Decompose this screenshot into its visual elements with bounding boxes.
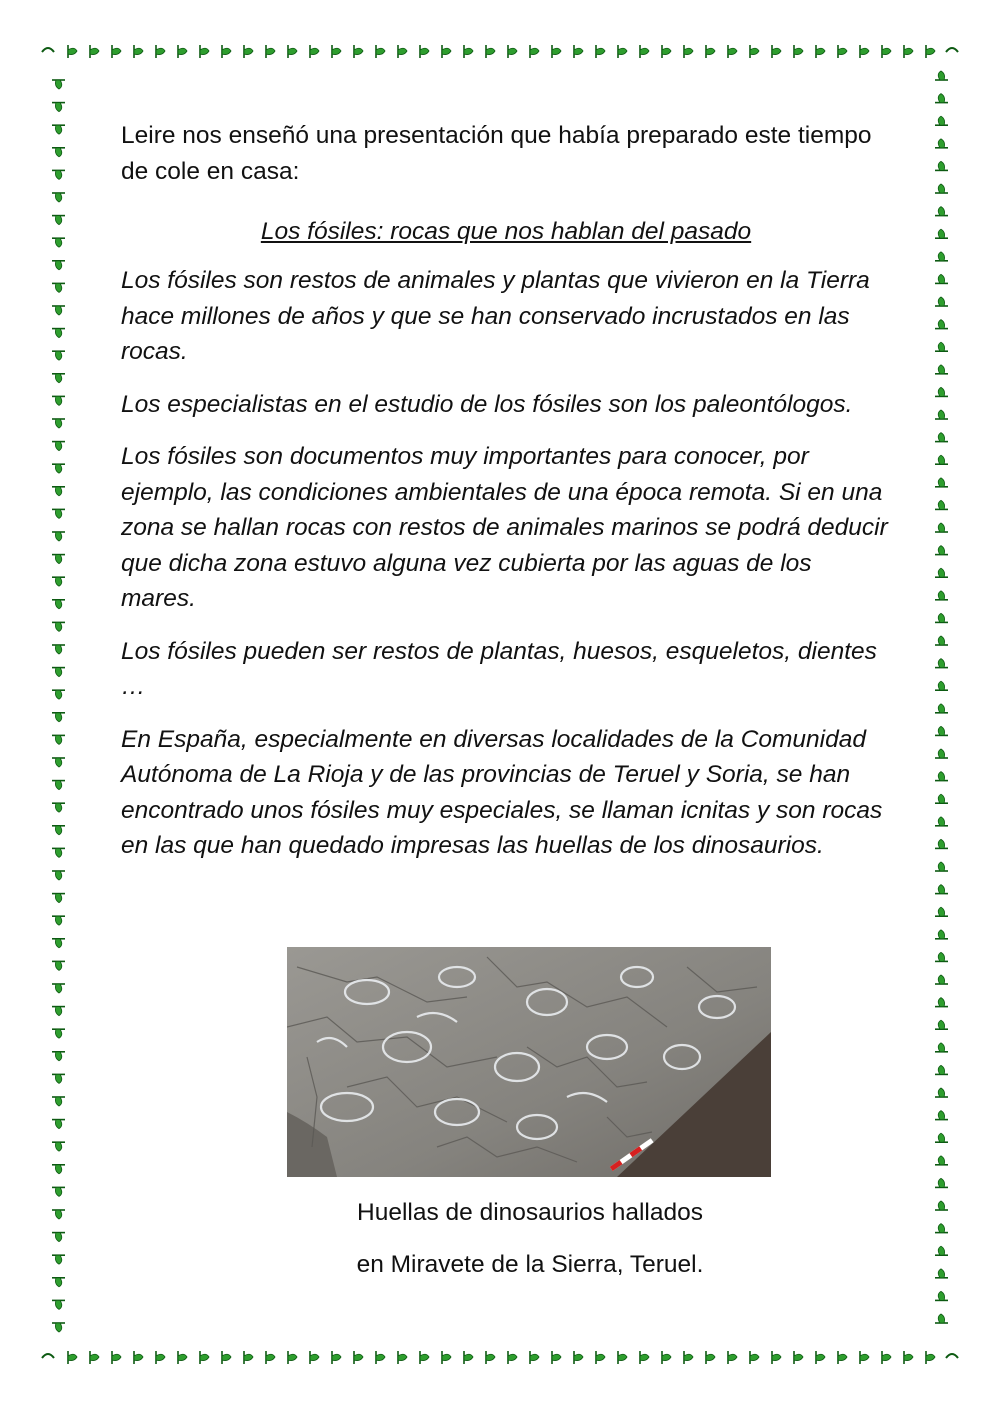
border-leaf-icon <box>684 1351 693 1364</box>
border-leaf-icon <box>52 871 65 880</box>
border-leaf-icon <box>935 1269 948 1278</box>
border-leaf-icon <box>90 1351 99 1364</box>
border-leaf-icon <box>52 961 65 970</box>
border-leaf-icon <box>52 1187 65 1196</box>
dinosaur-footprints-photo <box>287 947 771 1177</box>
border-leaf-icon <box>376 45 385 58</box>
border-leaf-icon <box>706 1351 715 1364</box>
border-leaf-icon <box>935 772 948 781</box>
border-leaf-icon <box>442 1351 451 1364</box>
border-leaf-icon <box>662 45 671 58</box>
border-leaf-icon <box>684 45 693 58</box>
border-leaf-icon <box>816 1351 825 1364</box>
border-leaf-icon <box>530 45 539 58</box>
border-leaf-icon <box>935 681 948 690</box>
border-leaf-icon <box>52 1323 65 1332</box>
border-leaf-icon <box>90 45 99 58</box>
border-leaf-icon <box>935 1314 948 1323</box>
border-leaf-icon <box>266 1351 275 1364</box>
border-leaf-icon <box>200 45 209 58</box>
border-leaf-icon <box>935 500 948 509</box>
border-leaf-icon <box>935 1088 948 1097</box>
border-leaf-icon <box>904 45 913 58</box>
border-leaf-icon <box>750 45 759 58</box>
border-leaf-icon <box>52 1052 65 1061</box>
border-leaf-icon <box>52 600 65 609</box>
border-leaf-icon <box>52 781 65 790</box>
border-leaf-icon <box>134 1351 143 1364</box>
border-leaf-icon <box>112 45 121 58</box>
border-leaf-icon <box>935 613 948 622</box>
figure-caption-line-1: Huellas de dinosaurios hallados <box>357 1199 703 1226</box>
border-leaf-icon <box>935 907 948 916</box>
border-leaf-icon <box>530 1351 539 1364</box>
border-leaf-icon <box>596 45 605 58</box>
border-leaf-icon <box>794 1351 803 1364</box>
border-leaf-icon <box>935 252 948 261</box>
border-leaf-icon <box>464 45 473 58</box>
border-leaf-icon <box>52 1255 65 1264</box>
border-leaf-icon <box>68 1351 77 1364</box>
border-leaf-icon <box>935 885 948 894</box>
border-leaf-icon <box>52 80 65 89</box>
border-leaf-icon <box>52 1074 65 1083</box>
border-leaf-icon <box>52 758 65 767</box>
border-leaf-icon <box>200 1351 209 1364</box>
border-leaf-icon <box>935 274 948 283</box>
border-leaf-icon <box>52 487 65 496</box>
border-leaf-icon <box>662 1351 671 1364</box>
border-leaf-icon <box>52 984 65 993</box>
border-leaf-icon <box>156 1351 165 1364</box>
border-leaf-icon <box>926 45 935 58</box>
border-leaf-icon <box>52 1097 65 1106</box>
border-leaf-icon <box>52 848 65 857</box>
border-leaf-icon <box>52 261 65 270</box>
border-leaf-icon <box>52 396 65 405</box>
border-leaf-icon <box>420 45 429 58</box>
border-leaf-icon <box>52 713 65 722</box>
border-leaf-icon <box>156 45 165 58</box>
border-leaf-icon <box>935 1156 948 1165</box>
border-leaf-icon <box>52 1029 65 1038</box>
border-leaf-icon <box>574 45 583 58</box>
document-body <box>121 118 891 881</box>
border-leaf-icon <box>838 45 847 58</box>
border-leaf-icon <box>935 1020 948 1029</box>
border-leaf-icon <box>52 329 65 338</box>
border-leaf-icon <box>935 1043 948 1052</box>
border-leaf-icon <box>332 45 341 58</box>
border-leaf-icon <box>838 1351 847 1364</box>
border-leaf-icon <box>52 555 65 564</box>
border-leaf-icon <box>442 45 451 58</box>
border-leaf-icon <box>935 1201 948 1210</box>
border-leaf-icon <box>935 387 948 396</box>
border-leaf-icon <box>52 645 65 654</box>
paragraph-4: Los fósiles pueden ser restos de plantas, huesos, esqueletos, dientes … <box>121 637 877 700</box>
border-leaf-icon <box>112 1351 121 1364</box>
border-leaf-icon <box>52 1300 65 1309</box>
border-leaf-icon <box>935 975 948 984</box>
border-leaf-icon <box>935 71 948 80</box>
border-leaf-icon <box>794 45 803 58</box>
border-leaf-icon <box>706 45 715 58</box>
border-leaf-icon <box>508 45 517 58</box>
border-leaf-icon <box>935 116 948 125</box>
border-leaf-icon <box>52 735 65 744</box>
border-leaf-icon <box>904 1351 913 1364</box>
border-leaf-icon <box>640 1351 649 1364</box>
paragraph-2: Los especialistas en el estudio de los fósiles son los paleontólogos. <box>121 390 853 418</box>
document-title: Los fósiles: rocas que nos hablan del pasado <box>260 217 752 245</box>
border-leaf-icon <box>486 45 495 58</box>
border-leaf-icon <box>52 283 65 292</box>
border-leaf-icon <box>935 342 948 351</box>
border-leaf-icon <box>574 1351 583 1364</box>
border-leaf-icon <box>52 532 65 541</box>
border-leaf-icon <box>508 1351 517 1364</box>
border-leaf-icon <box>935 1065 948 1074</box>
border-leaf-icon <box>68 45 77 58</box>
border-leaf-icon <box>52 668 65 677</box>
border-leaf-icon <box>935 207 948 216</box>
border-leaf-icon <box>52 1142 65 1151</box>
border-leaf-icon <box>882 45 891 58</box>
border-leaf-icon <box>52 216 65 225</box>
border-leaf-icon <box>935 704 948 713</box>
paragraph-1: Los fósiles son restos de animales y plantas que vivieron en la Tierra hace millones de años y que se han conservado incrustados en las rocas. <box>121 267 870 365</box>
border-leaf-icon <box>935 1224 948 1233</box>
border-leaf-icon <box>266 45 275 58</box>
border-leaf-icon <box>354 1351 363 1364</box>
border-leaf-icon <box>178 1351 187 1364</box>
border-leaf-icon <box>310 1351 319 1364</box>
border-leaf-icon <box>52 939 65 948</box>
border-leaf-icon <box>52 894 65 903</box>
border-leaf-icon <box>935 1291 948 1300</box>
border-leaf-icon <box>288 45 297 58</box>
border-leaf-icon <box>935 636 948 645</box>
border-leaf-icon <box>52 690 65 699</box>
border-corner-icon <box>946 1354 958 1358</box>
paragraph-3: Los fósiles son documentos muy importantes para conocer, por ejemplo, las condiciones ambientales de una época remota. Si en una zona se hallan rocas con restos de animales marinos se podrá deducir que dicha zona estuvo alguna vez cubierta por las aguas de los mares. <box>121 443 888 612</box>
border-leaf-icon <box>464 1351 473 1364</box>
border-leaf-icon <box>596 1351 605 1364</box>
border-leaf-icon <box>935 365 948 374</box>
border-leaf-icon <box>354 45 363 58</box>
border-leaf-icon <box>728 45 737 58</box>
border-leaf-icon <box>486 1351 495 1364</box>
border-leaf-icon <box>52 1120 65 1129</box>
border-leaf-icon <box>52 125 65 134</box>
figure-caption-line-2: en Miravete de la Sierra, Teruel. <box>356 1251 704 1278</box>
border-leaf-icon <box>935 568 948 577</box>
paragraph-5: En España, especialmente en diversas localidades de la Comunidad Autónoma de La Rioja y de las provincias de Teruel y Soria, se han encontrado unos fósiles muy especiales, se llaman icnitas y son rocas en las que han quedado impresas las huellas de los dinosaurios. <box>121 725 883 859</box>
border-leaf-icon <box>420 1351 429 1364</box>
border-leaf-icon <box>244 1351 253 1364</box>
border-corner-icon <box>946 48 958 52</box>
border-leaf-icon <box>52 826 65 835</box>
border-leaf-icon <box>926 1351 935 1364</box>
border-leaf-icon <box>52 351 65 360</box>
border-leaf-icon <box>935 455 948 464</box>
border-leaf-icon <box>935 1246 948 1255</box>
border-leaf-icon <box>935 930 948 939</box>
border-leaf-icon <box>772 1351 781 1364</box>
border-leaf-icon <box>52 803 65 812</box>
border-leaf-icon <box>52 419 65 428</box>
border-leaf-icon <box>935 94 948 103</box>
border-leaf-icon <box>52 1210 65 1219</box>
border-leaf-icon <box>52 442 65 451</box>
border-leaf-icon <box>52 622 65 631</box>
border-leaf-icon <box>288 1351 297 1364</box>
border-leaf-icon <box>750 1351 759 1364</box>
border-leaf-icon <box>52 1165 65 1174</box>
border-leaf-icon <box>52 374 65 383</box>
border-leaf-icon <box>935 591 948 600</box>
border-leaf-icon <box>398 1351 407 1364</box>
border-leaf-icon <box>882 1351 891 1364</box>
border-leaf-icon <box>935 320 948 329</box>
border-leaf-icon <box>52 509 65 518</box>
border-leaf-icon <box>935 659 948 668</box>
border-leaf-icon <box>52 1278 65 1287</box>
border-leaf-icon <box>728 1351 737 1364</box>
border-leaf-icon <box>332 1351 341 1364</box>
border-leaf-icon <box>935 184 948 193</box>
border-leaf-icon <box>935 523 948 532</box>
border-leaf-icon <box>935 998 948 1007</box>
border-leaf-icon <box>398 45 407 58</box>
border-leaf-icon <box>935 817 948 826</box>
border-leaf-icon <box>52 464 65 473</box>
border-corner-icon <box>42 48 54 52</box>
border-leaf-icon <box>860 1351 869 1364</box>
border-leaf-icon <box>935 1178 948 1187</box>
border-leaf-icon <box>552 1351 561 1364</box>
intro-paragraph: Leire nos enseñó una presentación que había preparado este tiempo de cole en casa: <box>121 122 872 185</box>
border-leaf-icon <box>52 238 65 247</box>
border-leaf-icon <box>935 1111 948 1120</box>
border-leaf-icon <box>640 45 649 58</box>
border-leaf-icon <box>935 433 948 442</box>
border-leaf-icon <box>935 952 948 961</box>
border-leaf-icon <box>935 229 948 238</box>
border-leaf-icon <box>178 45 187 58</box>
border-leaf-icon <box>935 161 948 170</box>
border-leaf-icon <box>244 45 253 58</box>
border-leaf-icon <box>935 726 948 735</box>
border-leaf-icon <box>935 1133 948 1142</box>
border-leaf-icon <box>618 45 627 58</box>
border-leaf-icon <box>310 45 319 58</box>
border-leaf-icon <box>52 193 65 202</box>
border-leaf-icon <box>935 297 948 306</box>
border-leaf-icon <box>52 1233 65 1242</box>
border-leaf-icon <box>52 306 65 315</box>
border-leaf-icon <box>935 794 948 803</box>
border-leaf-icon <box>52 148 65 157</box>
border-leaf-icon <box>618 1351 627 1364</box>
border-leaf-icon <box>935 478 948 487</box>
border-leaf-icon <box>134 45 143 58</box>
border-leaf-icon <box>552 45 561 58</box>
border-leaf-icon <box>860 45 869 58</box>
border-leaf-icon <box>935 410 948 419</box>
border-leaf-icon <box>935 139 948 148</box>
border-corner-icon <box>42 1354 54 1358</box>
border-leaf-icon <box>935 546 948 555</box>
border-leaf-icon <box>52 170 65 179</box>
border-leaf-icon <box>222 1351 231 1364</box>
border-leaf-icon <box>816 45 825 58</box>
border-leaf-icon <box>935 749 948 758</box>
border-leaf-icon <box>772 45 781 58</box>
border-leaf-icon <box>935 839 948 848</box>
border-leaf-icon <box>52 103 65 112</box>
border-leaf-icon <box>52 577 65 586</box>
border-leaf-icon <box>935 862 948 871</box>
border-leaf-icon <box>222 45 231 58</box>
border-leaf-icon <box>52 1007 65 1016</box>
border-leaf-icon <box>376 1351 385 1364</box>
border-leaf-icon <box>52 916 65 925</box>
